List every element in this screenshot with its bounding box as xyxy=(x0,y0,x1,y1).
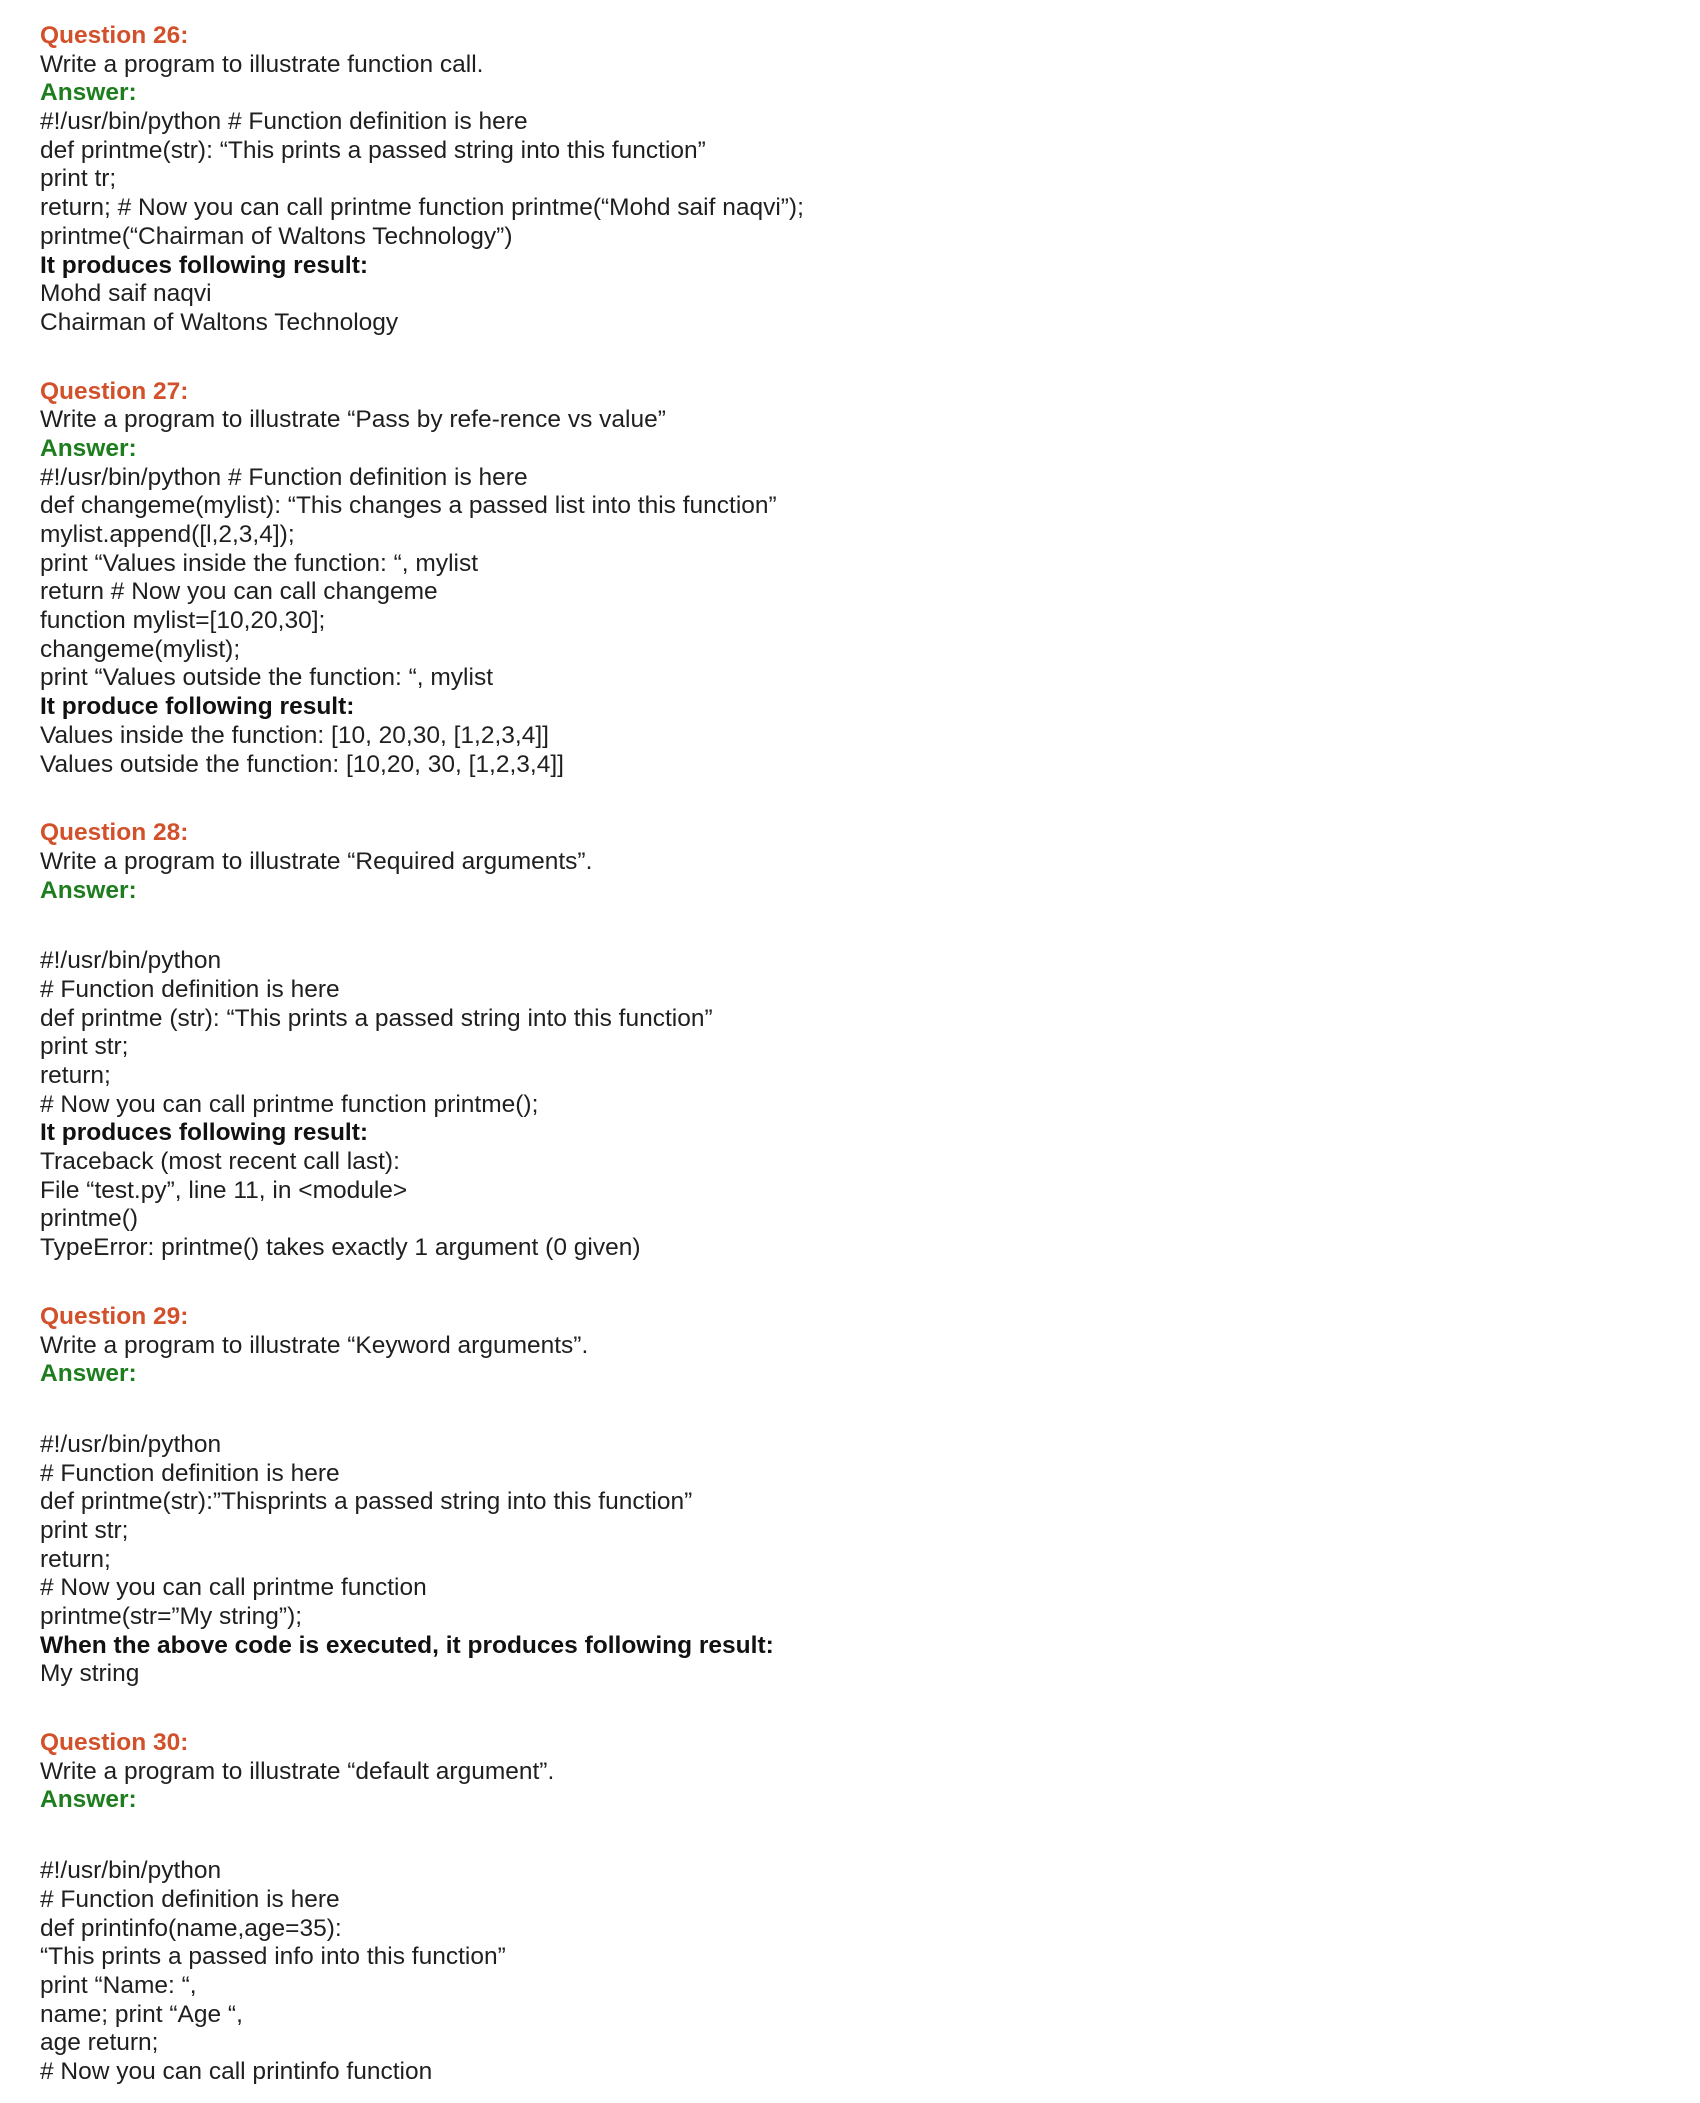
question-29 xyxy=(40,1303,1660,1689)
question-prompt: Write a program to illustrate “Required arguments”. xyxy=(40,847,593,875)
code-line: name; print “Age “, xyxy=(40,2000,243,2028)
output-block xyxy=(40,1148,1660,1263)
answer-spacer xyxy=(40,905,1660,947)
code-line: def printme(str):”Thisprints a passed string into this function” xyxy=(40,1488,693,1516)
code-line: changeme(mylist); xyxy=(40,635,241,663)
document-page xyxy=(40,22,1660,2087)
result-label: It produce following result: xyxy=(40,693,355,721)
code-block xyxy=(40,1431,1660,1632)
code-line: #!/usr/bin/python # Function definition is here xyxy=(40,463,528,491)
output-line: Mohd saif naqvi xyxy=(40,280,212,308)
output-line: File “test.py”, line 11, in <module> xyxy=(40,1176,408,1204)
question-title: Question 28: xyxy=(40,819,189,847)
section-spacer xyxy=(40,1689,1660,1729)
code-line: # Function definition is here xyxy=(40,1459,340,1487)
question-27 xyxy=(40,378,1660,780)
code-block xyxy=(40,947,1660,1119)
section-spacer xyxy=(40,338,1660,378)
code-line: def printme (str): “This prints a passed string into this function” xyxy=(40,1004,713,1032)
code-line: return # Now you can call changeme xyxy=(40,578,438,606)
question-26 xyxy=(40,22,1660,338)
output-line: printme() xyxy=(40,1205,139,1233)
question-title: Question 29: xyxy=(40,1302,189,1330)
code-line: # Function definition is here xyxy=(40,1885,340,1913)
code-block xyxy=(40,464,1660,694)
output-line: Traceback (most recent call last): xyxy=(40,1148,400,1176)
output-block xyxy=(40,722,1660,779)
question-title: Question 26: xyxy=(40,22,189,49)
code-line: return; xyxy=(40,1545,111,1573)
answer-label: Answer: xyxy=(40,79,137,107)
code-line: function mylist=[10,20,30]; xyxy=(40,607,326,635)
section-spacer xyxy=(40,779,1660,819)
code-line: # Now you can call printme function xyxy=(40,1574,427,1602)
question-30 xyxy=(40,1729,1660,2087)
code-line: “This prints a passed info into this function” xyxy=(40,1943,506,1971)
code-line: #!/usr/bin/python xyxy=(40,947,222,975)
question-prompt: Write a program to illustrate “Keyword arguments”. xyxy=(40,1331,589,1359)
code-line: def changeme(mylist): “This changes a passed list into this function” xyxy=(40,492,777,520)
question-title: Question 27: xyxy=(40,377,189,405)
answer-label: Answer: xyxy=(40,1786,137,1814)
code-line: print str; xyxy=(40,1033,129,1061)
code-line: print “Values inside the function: “, mylist xyxy=(40,549,479,577)
code-line: print “Name: “, xyxy=(40,1971,197,1999)
answer-label: Answer: xyxy=(40,1360,137,1388)
code-line: print tr; xyxy=(40,165,117,193)
section-spacer xyxy=(40,1263,1660,1303)
code-line: def printme(str): “This prints a passed string into this function” xyxy=(40,136,706,164)
code-line: def printinfo(name,age=35): xyxy=(40,1914,342,1942)
output-line: My string xyxy=(40,1660,140,1688)
code-line: print str; xyxy=(40,1516,129,1544)
code-line: # Now you can call printme function printme(); xyxy=(40,1090,539,1118)
result-label: It produces following result: xyxy=(40,251,369,279)
question-prompt: Write a program to illustrate “default argument”. xyxy=(40,1757,555,1785)
code-line: # Now you can call printinfo function xyxy=(40,2057,433,2085)
question-title: Question 30: xyxy=(40,1729,189,1757)
answer-spacer xyxy=(40,1389,1660,1431)
code-line: return; # Now you can call printme function printme(“Mohd saif naqvi”); xyxy=(40,194,804,222)
answer-label: Answer: xyxy=(40,876,137,904)
code-line: return; xyxy=(40,1062,111,1089)
answer-spacer xyxy=(40,1815,1660,1857)
answer-label: Answer: xyxy=(40,434,137,462)
question-28 xyxy=(40,819,1660,1263)
code-line: printme(str=”My string”); xyxy=(40,1603,303,1630)
output-block xyxy=(40,1660,1660,1689)
output-block xyxy=(40,280,1660,337)
code-line: # Function definition is here xyxy=(40,975,340,1003)
code-line: #!/usr/bin/python # Function definition is here xyxy=(40,108,528,136)
code-line: mylist.append([l,2,3,4]); xyxy=(40,521,295,548)
output-line: Values outside the function: [10,20, 30, [1,2,3,4]] xyxy=(40,750,564,778)
code-block xyxy=(40,1857,1660,2087)
code-line: #!/usr/bin/python xyxy=(40,1857,222,1885)
output-line: Values inside the function: [10, 20,30, [1,2,3,4]] xyxy=(40,721,549,749)
output-line: Chairman of Waltons Technology xyxy=(40,308,399,336)
code-line: #!/usr/bin/python xyxy=(40,1430,222,1458)
code-line: age return; xyxy=(40,2029,159,2057)
code-line: printme(“Chairman of Waltons Technology”) xyxy=(40,222,513,250)
question-prompt: Write a program to illustrate “Pass by refe-rence vs value” xyxy=(40,406,666,434)
result-label: It produces following result: xyxy=(40,1119,369,1147)
result-label: When the above code is executed, it produces following result: xyxy=(40,1631,774,1659)
code-line: print “Values outside the function: “, mylist xyxy=(40,664,493,692)
code-block xyxy=(40,108,1660,251)
output-line: TypeError: printme() takes exactly 1 argument (0 given) xyxy=(40,1234,641,1262)
question-prompt: Write a program to illustrate function call. xyxy=(40,50,484,78)
